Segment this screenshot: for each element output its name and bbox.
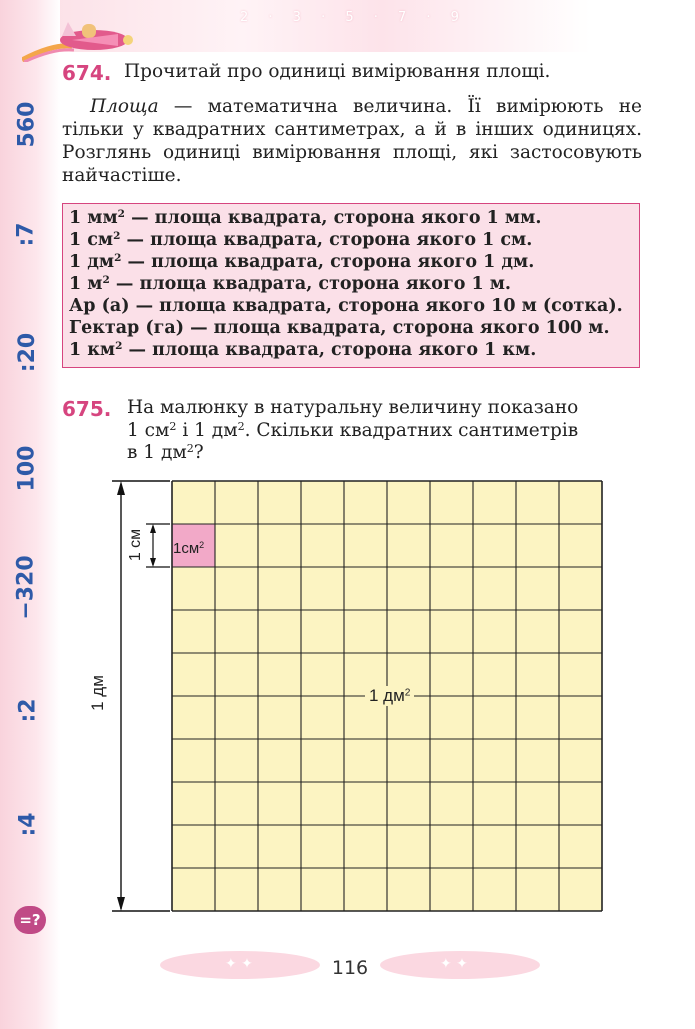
definition-row: Ар (а) — площа квадрата, сторона якого 10 м (сотка). <box>69 296 623 316</box>
sidebar-number: −320 <box>13 555 39 620</box>
sidebar-number: :7 <box>13 222 39 247</box>
sidebar-number: :2 <box>15 698 41 723</box>
label-1cm-wrap <box>126 528 156 562</box>
label-1dm: 1 дм <box>87 675 107 711</box>
task-675-line: 1 $см^2$ і 1 $дм^2$. Скільки квадратних сантиметрів <box>127 419 579 441</box>
page-number: 116 <box>331 957 369 979</box>
definition-row: 1 $м^2$ — площа квадрата, сторона якого 1 м. <box>69 274 512 294</box>
sidebar-number: :20 <box>15 332 41 373</box>
arrow-down-icon <box>117 897 125 911</box>
label-1cm: 1 см <box>127 528 145 562</box>
top-digits: 2 · 3 · 5 · 7 · 9 <box>240 10 467 25</box>
sidebar-number: 100 <box>14 445 40 492</box>
term-area: Площа <box>90 96 159 117</box>
center-label-1dm2: 1 $дм^2$ <box>365 686 414 706</box>
svg-text:✦ ✦: ✦ ✦ <box>225 956 253 972</box>
task-674-title: Прочитай про одиниці вимірювання площі. <box>124 61 551 82</box>
question-badge: =? <box>14 906 46 934</box>
task-675-line: в 1 $дм^2$? <box>127 441 204 463</box>
cell-label-1cm2: $1см^2$ <box>173 540 205 557</box>
definition-row: 1 $км^2$ — площа квадрата, сторона якого 1 км. <box>69 340 537 360</box>
definition-row: Гектар (га) — площа квадрата, сторона якого 100 м. <box>69 318 610 338</box>
task-number-675: 675. <box>62 397 112 421</box>
sidebar-number: :4 <box>15 812 41 837</box>
definition-row: 1 $см^2$ — площа квадрата, сторона якого 1 см. <box>69 230 533 250</box>
task-number-674: 674. <box>62 61 112 85</box>
svg-text:✦ ✦: ✦ ✦ <box>440 956 468 972</box>
task-675-line: На малюнку в натуральну величину показано <box>127 397 579 418</box>
definition-row: 1 $дм^2$ — площа квадрата, сторона якого 1 дм. <box>69 252 535 272</box>
paragraph-text: — математична величина. Її вимірюють не тільки у квадратних сантиметрах, а й в інших одиницях. Розглянь одиниці вимірювання площі, які застосовують найчастіше. <box>62 96 642 186</box>
arrow-up-icon <box>117 481 125 495</box>
sidebar-number: 560 <box>14 101 40 148</box>
definition-row: 1 $мм^2$ — площа квадрата, сторона якого 1 мм. <box>69 208 542 228</box>
